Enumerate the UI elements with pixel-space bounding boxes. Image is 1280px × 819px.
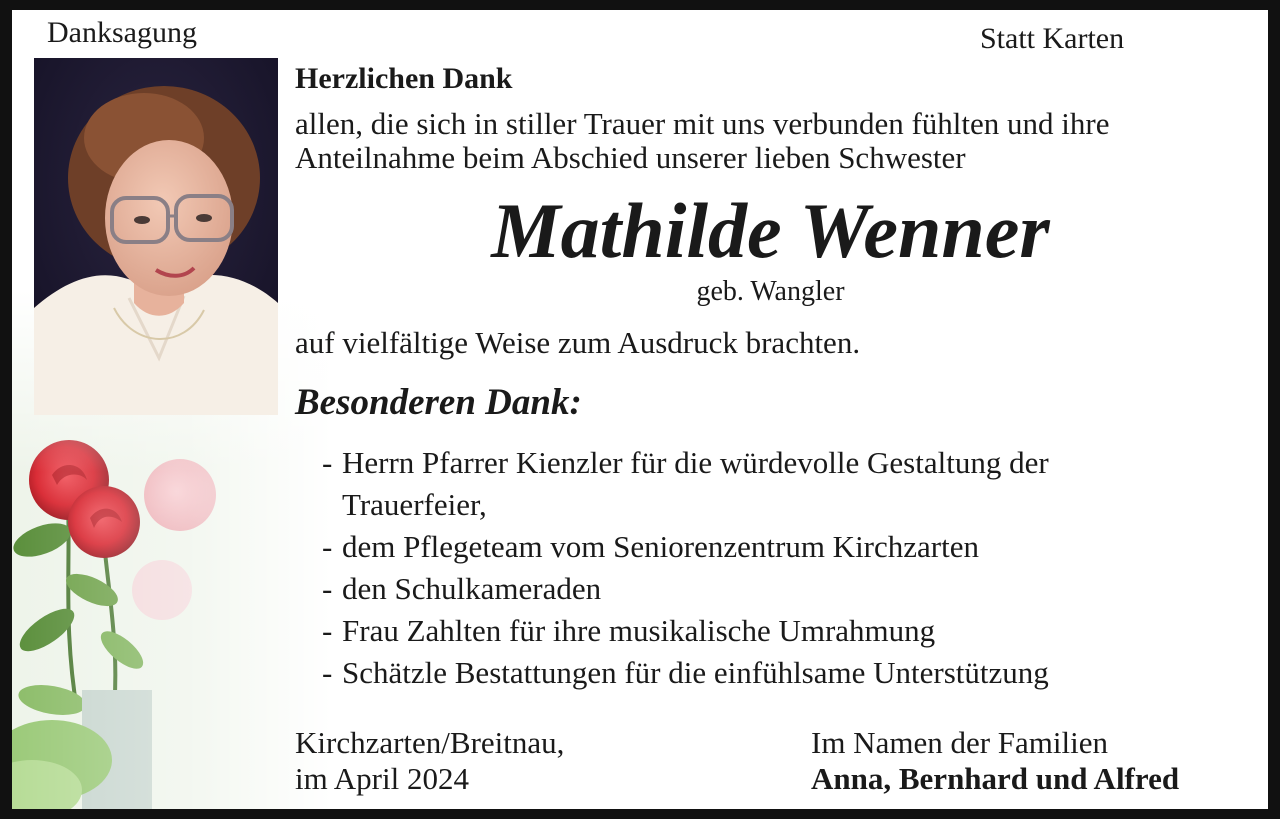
list-item: - Herrn Pfarrer Kienzler für die würdevolle Gestaltung der Trauerfeier, (322, 442, 1222, 526)
intro-text-line-1: allen, die sich in stiller Trauer mit uns verbunden fühlten und ihre (295, 106, 1110, 141)
notice-type-label: Danksagung (47, 16, 197, 49)
signature-intro: Im Namen der Familien (811, 725, 1108, 760)
list-item-text: den Schulkameraden (342, 571, 602, 606)
list-item: - den Schulkameraden (322, 568, 1222, 610)
special-thanks-list (322, 442, 1222, 694)
date-text: im April 2024 (295, 761, 469, 796)
list-item-text: Frau Zahlten für ihre musikalische Umrahmung (342, 613, 936, 648)
thanks-heading: Herzlichen Dank (295, 62, 513, 95)
birth-name: geb. Wangler (696, 276, 845, 307)
list-item: - dem Pflegeteam vom Seniorenzentrum Kirchzarten (322, 526, 1222, 568)
list-item: - Frau Zahlten für ihre musikalische Umrahmung (322, 610, 1222, 652)
list-item-text: Herrn Pfarrer Kienzler für die würdevolle Gestaltung der Trauerfeier, (342, 445, 1049, 522)
intro-text-line-2: Anteilnahme beim Abschied unserer lieben Schwester (295, 140, 966, 175)
list-item-text: Schätzle Bestattungen für die einfühlsame Unterstützung (342, 655, 1049, 690)
signature-names: Anna, Bernhard und Alfred (811, 761, 1180, 796)
place-text: Kirchzarten/Breitnau, (295, 725, 565, 760)
list-item: - Schätzle Bestattungen für die einfühlsame Unterstützung (322, 652, 1222, 694)
list-item-text: dem Pflegeteam vom Seniorenzentrum Kirchzarten (342, 529, 979, 564)
deceased-name: Mathilde Wenner (491, 187, 1050, 274)
special-thanks-heading: Besonderen Dank: (295, 382, 582, 423)
statt-karten-label: Statt Karten (980, 22, 1125, 55)
closing-line: auf vielfältige Weise zum Ausdruck brachten. (295, 325, 861, 360)
portrait-photo (34, 58, 278, 415)
